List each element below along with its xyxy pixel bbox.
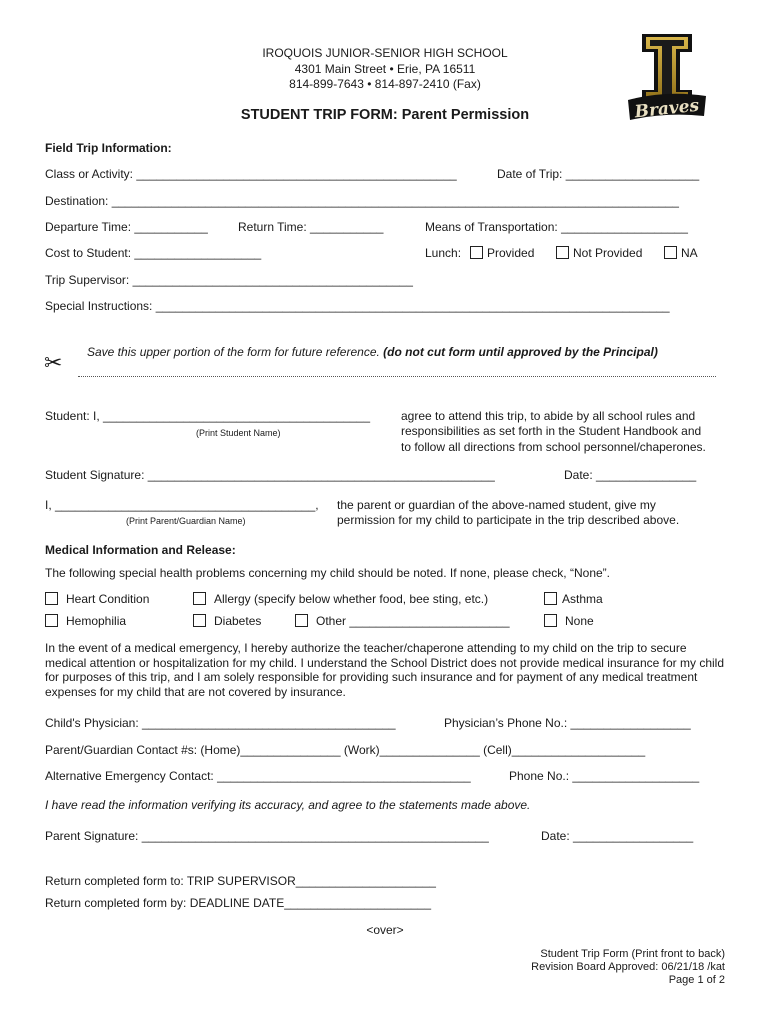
student-date-field[interactable]: Date: _______________ xyxy=(564,468,697,482)
over-note: <over> xyxy=(366,923,404,937)
none-label: None xyxy=(565,614,594,628)
form-title: STUDENT TRIP FORM: Parent Permission xyxy=(240,107,530,123)
trip-heading: Field Trip Information: xyxy=(45,141,172,155)
hemophilia-checkbox[interactable] xyxy=(45,614,58,627)
lunch-not-provided-label: Not Provided xyxy=(573,246,643,260)
parent-signature-field[interactable]: Parent Signature: ____________________________________________________ xyxy=(45,829,489,843)
heart-condition-checkbox[interactable] xyxy=(45,592,58,605)
footer-line-1: Student Trip Form (Print front to back) xyxy=(540,948,725,960)
special-instructions-field[interactable]: Special Instructions: _____________________________________________________________________________ xyxy=(45,299,670,313)
none-option[interactable] xyxy=(544,614,594,628)
departure-time-field[interactable]: Departure Time: ___________ xyxy=(45,220,208,234)
lunch-provided-checkbox[interactable] xyxy=(470,246,483,259)
diabetes-option[interactable] xyxy=(193,614,261,628)
alt-emergency-contact-field[interactable]: Alternative Emergency Contact: ______________________________________ xyxy=(45,769,471,783)
allergy-label: Allergy (specify below whether food, bee sting, etc.) xyxy=(214,592,489,606)
cut-line-divider xyxy=(78,376,716,377)
save-note-warning: (do not cut form until approved by the Principal) xyxy=(383,345,658,359)
other-checkbox[interactable] xyxy=(295,614,308,627)
student-signature-field[interactable]: Student Signature: ____________________________________________________ xyxy=(45,468,495,482)
lunch-na-label: NA xyxy=(681,246,698,260)
return-time-field[interactable]: Return Time: ___________ xyxy=(238,220,384,234)
trip-supervisor-field[interactable]: Trip Supervisor: __________________________________________ xyxy=(45,273,413,287)
parent-permission-line-1: the parent or guardian of the above-named student, give my xyxy=(337,498,656,512)
alt-phone-field[interactable]: Phone No.: ___________________ xyxy=(509,769,700,783)
transportation-field[interactable]: Means of Transportation: ___________________ xyxy=(425,220,688,234)
medical-heading: Medical Information and Release: xyxy=(45,543,236,557)
footer-line-2: Revision Board Approved: 06/21/18 /kat xyxy=(531,961,725,973)
medical-intro: The following special health problems concerning my child should be noted. If none, please check, “None”. xyxy=(45,566,610,580)
lunch-na-checkbox[interactable] xyxy=(664,246,677,259)
destination-field[interactable]: Destination: _____________________________________________________________________________________ xyxy=(45,194,679,208)
return-to-field[interactable]: Return completed form to: TRIP SUPERVISOR_____________________ xyxy=(45,874,436,888)
student-agree-line-1: agree to attend this trip, to abide by all school rules and xyxy=(401,409,696,423)
cost-field[interactable]: Cost to Student: ___________________ xyxy=(45,246,262,260)
allergy-option[interactable] xyxy=(193,592,488,606)
parent-date-field[interactable]: Date: __________________ xyxy=(541,829,694,843)
other-option[interactable] xyxy=(295,614,510,628)
asthma-checkbox[interactable] xyxy=(544,592,557,605)
braves-logo xyxy=(626,32,708,122)
asthma-option[interactable] xyxy=(544,592,603,606)
print-student-name-caption: (Print Student Name) xyxy=(196,428,281,438)
physician-field[interactable]: Child's Physician: ______________________________________ xyxy=(45,716,396,730)
school-name: IROQUOIS JUNIOR-SENIOR HIGH SCHOOL xyxy=(262,46,508,60)
print-parent-name-caption: (Print Parent/Guardian Name) xyxy=(126,516,246,526)
class-activity-field[interactable]: Class or Activity: ________________________________________________ xyxy=(45,167,457,181)
verify-statement: I have read the information verifying its accuracy, and agree to the statements made above. xyxy=(45,798,531,812)
hemophilia-label: Hemophilia xyxy=(66,614,127,628)
school-phones: 814-899-7643 • 814-897-2410 (Fax) xyxy=(289,77,481,91)
student-agree-line-3: to follow all directions from school personnel/chaperones. xyxy=(401,440,706,454)
parent-name-field[interactable]: I, _______________________________________, xyxy=(45,498,319,512)
heart-condition-option[interactable] xyxy=(45,592,149,606)
heart-condition-label: Heart Condition xyxy=(66,592,150,606)
student-name-field[interactable]: Student: I, ________________________________________ xyxy=(45,409,370,423)
lunch-not-provided-option[interactable] xyxy=(556,246,642,260)
save-note xyxy=(87,345,658,359)
return-by-field[interactable]: Return completed form by: DEADLINE DATE______________________ xyxy=(45,896,432,910)
diabetes-label: Diabetes xyxy=(214,614,262,628)
diabetes-checkbox[interactable] xyxy=(193,614,206,627)
logo-text: Braves xyxy=(633,95,701,122)
lunch-provided-option[interactable] xyxy=(470,246,534,260)
date-of-trip-field[interactable]: Date of Trip: ____________________ xyxy=(497,167,700,181)
scissors-icon: ✂ xyxy=(44,350,63,375)
none-checkbox[interactable] xyxy=(544,614,557,627)
lunch-na-option[interactable] xyxy=(664,246,698,260)
student-agree-line-2: responsibilities as set forth in the Student Handbook and xyxy=(401,424,702,438)
lunch-provided-label: Provided xyxy=(487,246,535,260)
lunch-label: Lunch: xyxy=(425,246,462,260)
guardian-contact-field[interactable]: Parent/Guardian Contact #s: (Home)_______________ (Work)_______________ (Cell)____________________ xyxy=(45,743,646,757)
parent-permission-line-2: permission for my child to participate in the trip described above. xyxy=(337,513,680,527)
save-note-text: Save this upper portion of the form for future reference. xyxy=(87,345,380,359)
physician-phone-field[interactable]: Physician’s Phone No.: __________________ xyxy=(444,716,691,730)
allergy-checkbox[interactable] xyxy=(193,592,206,605)
school-address: 4301 Main Street • Erie, PA 16511 xyxy=(294,62,476,76)
hemophilia-option[interactable] xyxy=(45,614,126,628)
page-number: Page 1 of 2 xyxy=(668,974,725,986)
emergency-authorization-text: In the event of a medical emergency, I hereby authorize the teacher/chaperone attending to my child on the trip to secure medical attention or hospitalization for my child. I understand the School District does not provide medical insurance for my child for purposes of this trip, and I am solely responsible for providing such insurance and for payment of any medical treatment expenses for my child that are not covered by insurance. xyxy=(45,641,725,700)
asthma-label: Asthma xyxy=(562,592,603,606)
other-label: Other ________________________ xyxy=(316,614,510,628)
lunch-not-provided-checkbox[interactable] xyxy=(556,246,569,259)
